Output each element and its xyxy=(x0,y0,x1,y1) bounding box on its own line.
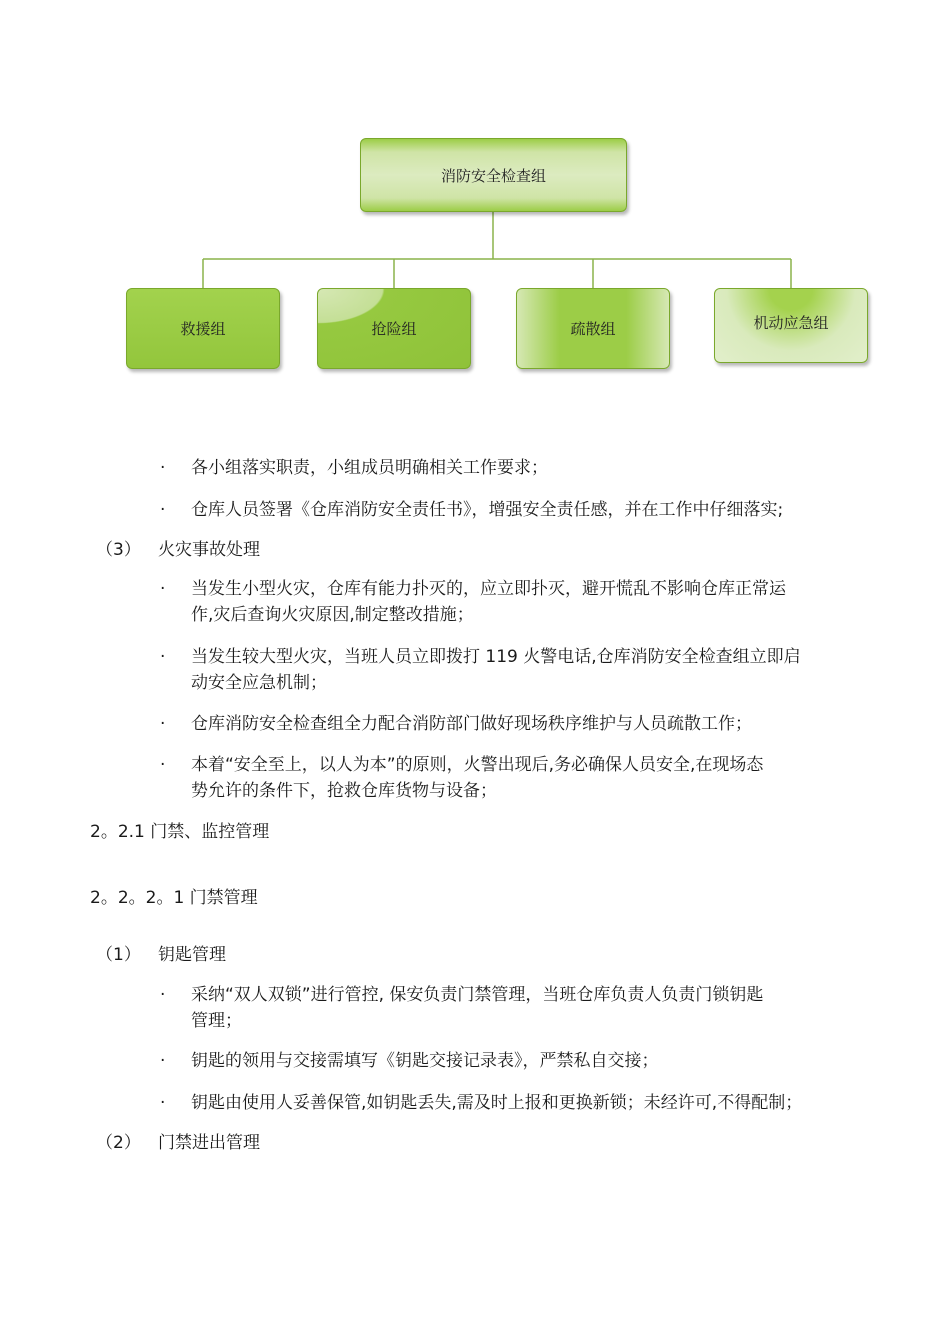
org-node-rescue xyxy=(126,288,280,369)
list-item-text: 仓库消防安全检查组全力配合消防部门做好现场秩序维护与人员疏散工作； xyxy=(191,714,752,734)
org-node-mobile-response-label: 机动应急组 xyxy=(753,314,829,332)
org-node-root-label: 消防安全检查组 xyxy=(440,166,546,185)
item-3-number: （3） xyxy=(96,540,141,560)
org-node-root xyxy=(360,138,627,212)
list-item-text: 管理； xyxy=(191,1011,242,1031)
bullet-marker: · xyxy=(160,647,166,667)
org-node-evacuation xyxy=(516,288,670,369)
list-item-text: 采纳“双人双锁”进行管控, 保安负责门禁管理，当班仓库负责人负责门锁钥匙 xyxy=(191,985,764,1005)
bullet-marker: · xyxy=(160,500,166,520)
bullet-marker: · xyxy=(160,458,166,478)
org-node-evacuation-label: 疏散组 xyxy=(570,320,616,338)
list-item-text: 钥匙的领用与交接需填写《钥匙交接记录表》，严禁私自交接； xyxy=(191,1051,659,1071)
list-item-text: 作,灾后查询火灾原因,制定整改措施； xyxy=(191,605,474,625)
bullet-marker: · xyxy=(160,985,166,1005)
list-item-text: 各小组落实职责，小组成员明确相关工作要求； xyxy=(191,458,548,478)
org-node-emergency-repair xyxy=(317,288,471,369)
bullet-marker: · xyxy=(160,1093,166,1113)
org-chart xyxy=(0,0,950,400)
bullet-marker: · xyxy=(160,1051,166,1071)
list-item xyxy=(191,576,786,628)
bullet-marker: · xyxy=(160,579,166,599)
item-1-title: 钥匙管理 xyxy=(158,945,226,965)
item-2-number: （2） xyxy=(96,1133,141,1153)
list-item-text: 动安全应急机制； xyxy=(191,673,327,693)
list-item xyxy=(191,644,801,696)
heading-2-2-1: 2。2.1 门禁、监控管理 xyxy=(90,822,270,842)
org-node-rescue-label: 救援组 xyxy=(180,320,226,338)
list-item xyxy=(191,455,548,481)
bullet-marker: · xyxy=(160,755,166,775)
bullet-marker: · xyxy=(160,714,166,734)
item-2-title: 门禁进出管理 xyxy=(158,1133,260,1153)
list-item xyxy=(191,1090,802,1116)
item-3-title: 火灾事故处理 xyxy=(158,540,260,560)
item-1-number: （1） xyxy=(96,945,141,965)
list-item-text: 当发生小型火灾，仓库有能力扑灭的，应立即扑灭，避开慌乱不影响仓库正常运 xyxy=(191,579,786,599)
list-item xyxy=(191,711,752,737)
list-item-text: 本着“安全至上，以人为本”的原则，火警出现后,务必确保人员安全,在现场态 xyxy=(191,755,764,775)
list-item xyxy=(191,982,763,1034)
list-item-text: 当发生较大型火灾，当班人员立即拨打 119 火警电话,仓库消防安全检查组立即启 xyxy=(191,647,801,667)
list-item-text: 仓库人员签署《仓库消防安全责任书》，增强安全责任感，并在工作中仔细落实; xyxy=(191,500,784,520)
heading-2-2-2-1: 2。2。2。1 门禁管理 xyxy=(90,888,258,908)
list-item xyxy=(191,752,763,804)
list-item xyxy=(191,497,783,523)
org-node-emergency-repair-label: 抢险组 xyxy=(371,320,417,338)
list-item-text: 势允许的条件下，抢救仓库货物与设备； xyxy=(191,781,497,801)
list-item-text: 钥匙由使用人妥善保管,如钥匙丢失,需及时上报和更换新锁；未经许可,不得配制； xyxy=(191,1093,803,1113)
list-item xyxy=(191,1048,659,1074)
org-node-mobile-response xyxy=(714,288,868,363)
